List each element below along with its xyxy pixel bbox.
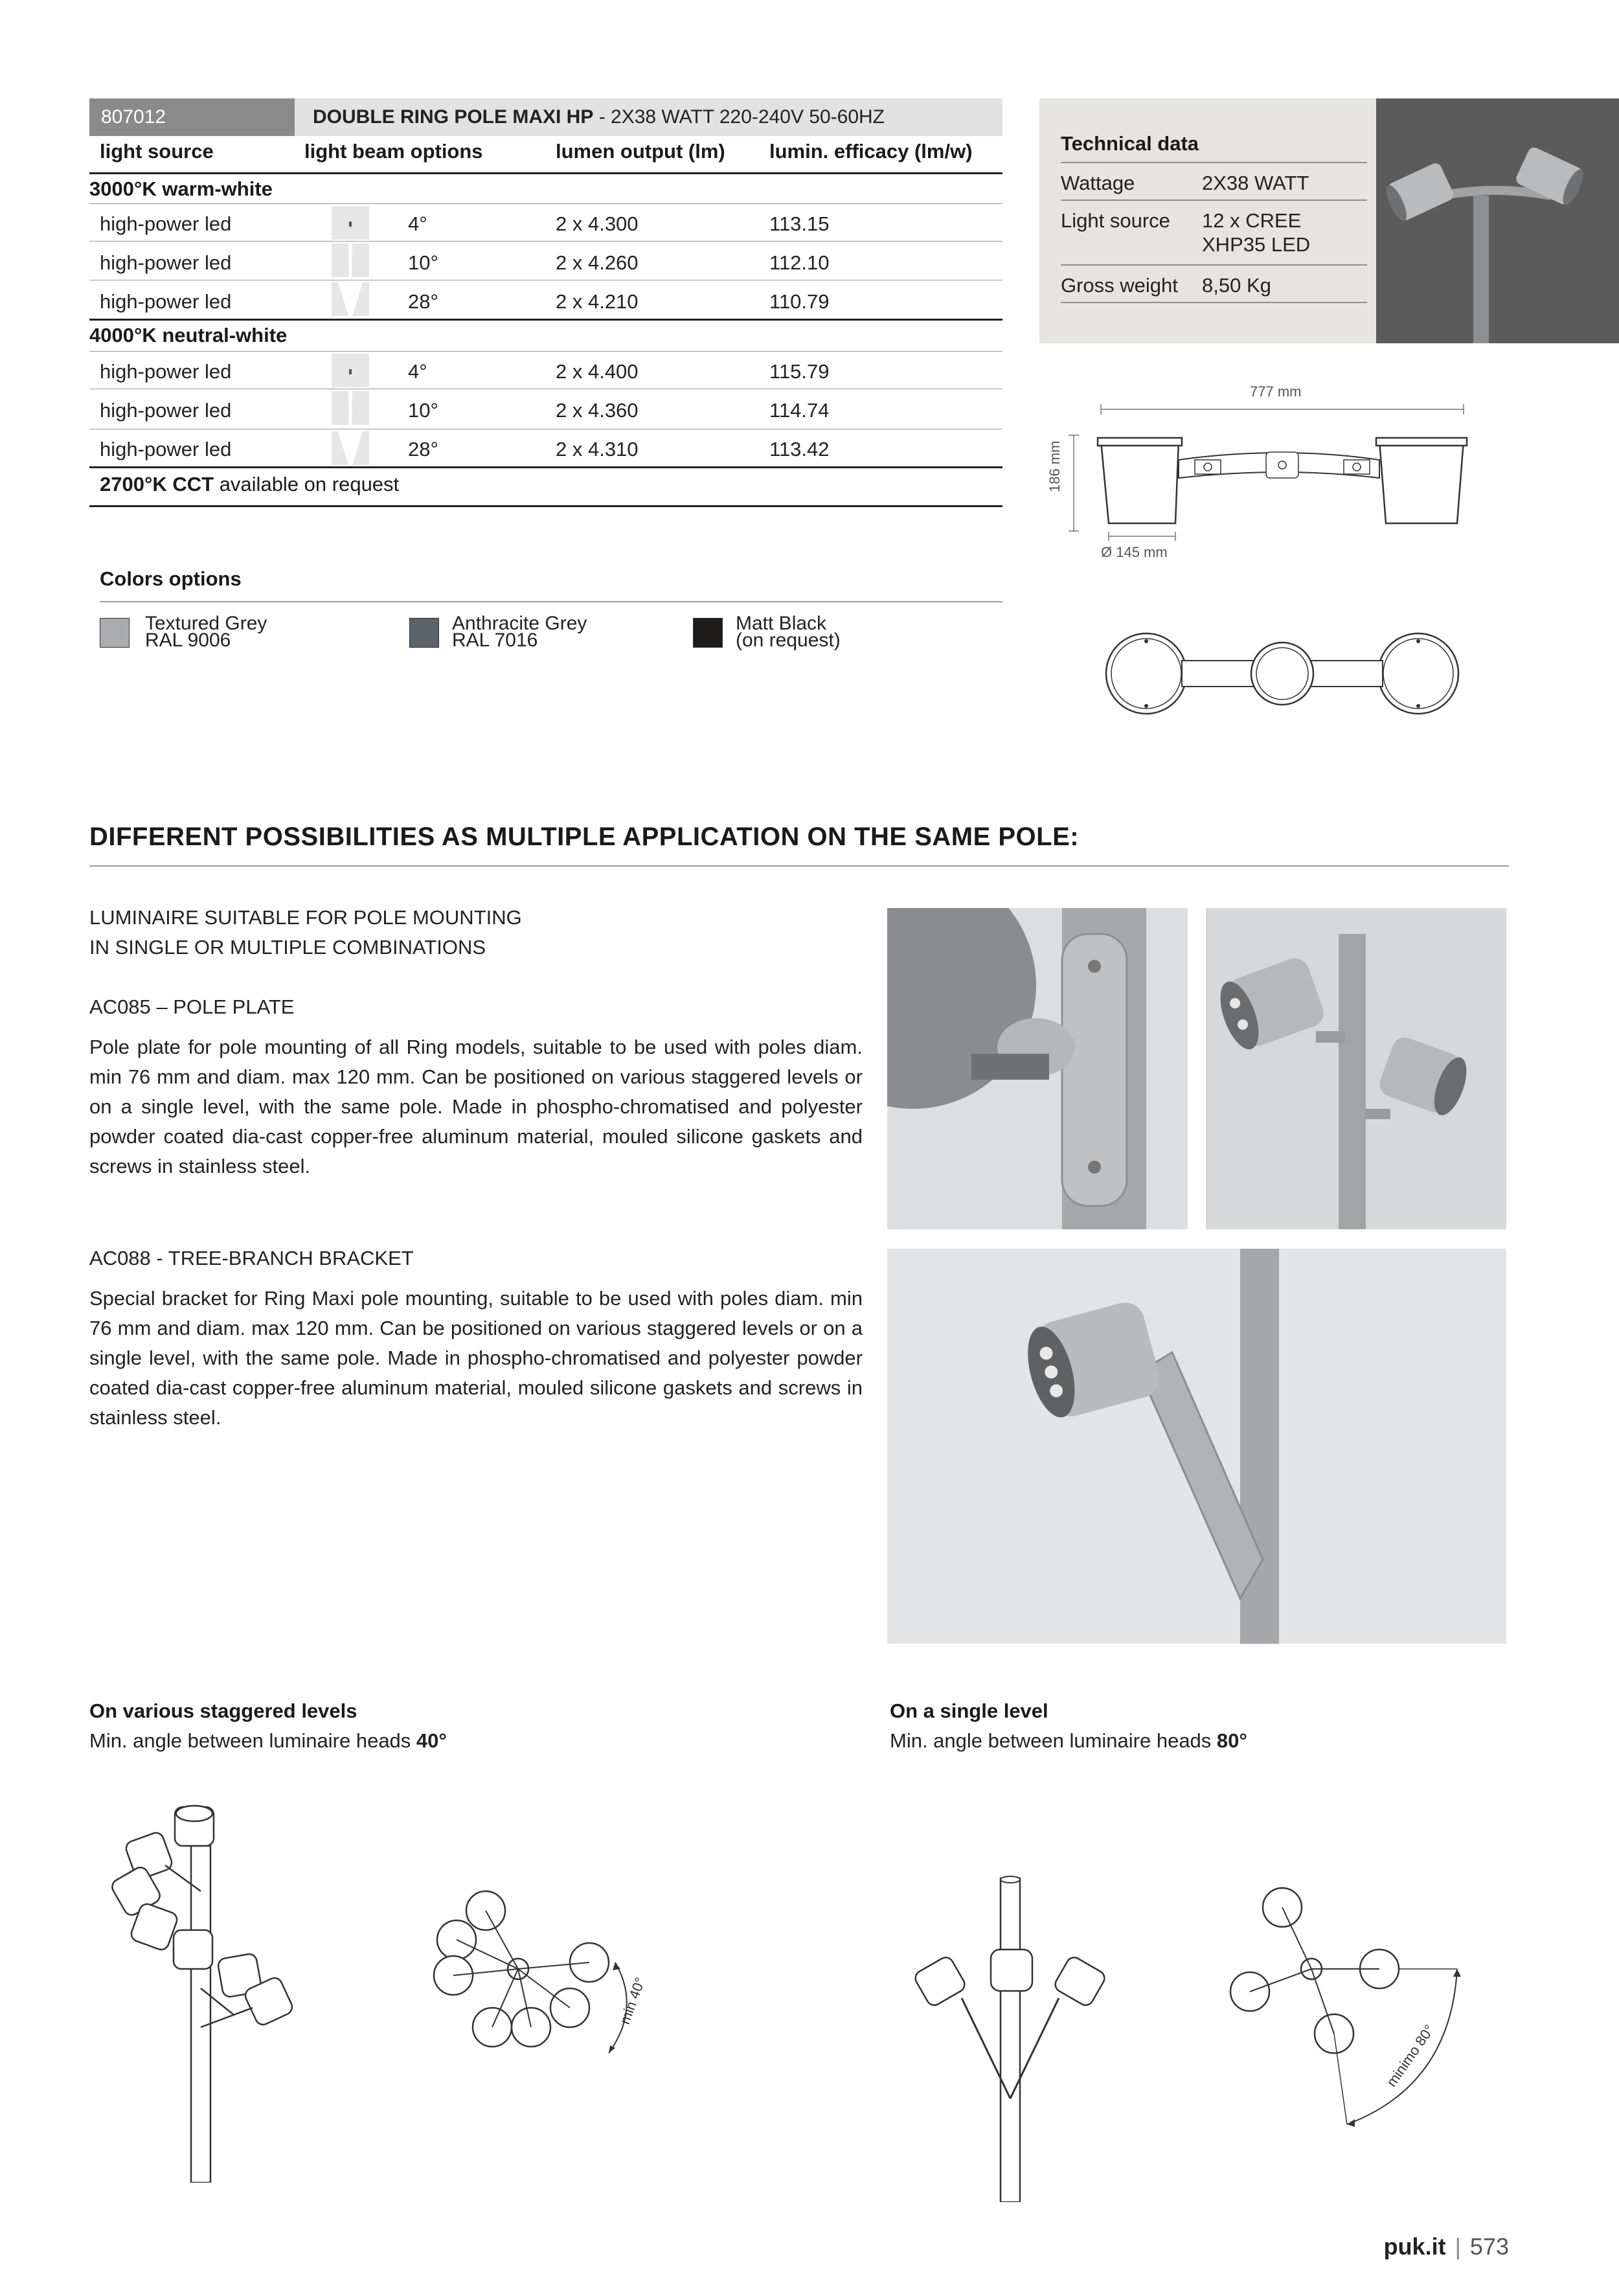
- single-level-title: On a single level: [890, 1699, 1048, 1722]
- tech-value: 8,50 Kg: [1202, 274, 1271, 297]
- page-footer: puk.it | 573: [1383, 2233, 1509, 2260]
- row-beam: 4°: [408, 212, 427, 235]
- tech-label: Gross weight: [1061, 274, 1178, 297]
- diameter-dimension-label: Ø 145 mm: [1101, 544, 1168, 560]
- swatch-label: Anthracite Grey RAL 7016: [452, 613, 587, 651]
- group-title-warm: 3000°K warm-white: [89, 177, 273, 200]
- min40-label: min 40°: [617, 1975, 649, 2027]
- row-efficacy: 110.79: [769, 290, 830, 313]
- row-source: high-power led: [100, 290, 232, 313]
- beam-4-icon: [332, 206, 369, 240]
- row-lumen: 2 x 4.210: [556, 290, 639, 313]
- height-dimension-label: 186 mm: [1047, 440, 1063, 492]
- beam-4-icon: [332, 354, 369, 387]
- row-source: high-power led: [100, 212, 232, 235]
- row-efficacy: 115.79: [769, 360, 830, 383]
- row-efficacy: 114.74: [769, 399, 830, 422]
- table-rule: [89, 203, 1002, 204]
- tree-branch-bracket-photo: [887, 1249, 1506, 1644]
- ac085-description: Pole plate for pole mounting of all Ring models, suitable to be used with poles diam. min 76 mm and diam. max 120 mm. Can be positioned on various staggered levels or on a single level, with the same pole. Made in phospho-chromatised and polyester powder coated dia-cast copper-free aluminum material, mouled silicone gaskets and screws in stainless steel.: [89, 1036, 863, 1177]
- colors-title: Colors options: [100, 567, 242, 590]
- pole-plate-photo: [887, 908, 1188, 1229]
- row-source: high-power led: [100, 438, 232, 460]
- ac085-title: AC085 – POLE PLATE: [89, 995, 295, 1018]
- product-name: DOUBLE RING POLE MAXI HP: [313, 106, 594, 128]
- row-beam: 28°: [408, 438, 438, 460]
- tech-title: Technical data: [1061, 132, 1199, 155]
- staggered-subtitle: Min. angle between luminaire heads 40°: [89, 1729, 447, 1752]
- row-beam: 10°: [408, 399, 438, 422]
- site-link[interactable]: puk.it: [1383, 2233, 1446, 2260]
- section-title: DIFFERENT POSSIBILITIES AS MULTIPLE APPLICATION ON THE SAME POLE:: [89, 823, 1080, 851]
- beam-28-icon: [332, 431, 369, 465]
- pole-plate-application-photo: [1206, 908, 1506, 1229]
- row-efficacy: 113.42: [769, 438, 830, 460]
- beam-10-icon: [332, 244, 369, 277]
- swatch-label: Textured Grey RAL 9006: [145, 613, 267, 651]
- col-header-efficacy: lumin. efficacy (lm/w): [769, 140, 973, 163]
- row-lumen: 2 x 4.360: [556, 399, 639, 422]
- tech-rule: [1061, 302, 1367, 303]
- group-title-neutral: 4000°K neutral-white: [89, 324, 288, 347]
- table-rule: [89, 466, 1002, 468]
- width-dimension-label: 777 mm: [1250, 383, 1302, 400]
- col-header-lumen: lumen output (lm): [556, 140, 725, 163]
- tech-rule: [1061, 199, 1367, 201]
- ac088-title: AC088 - TREE-BRANCH BRACKET: [89, 1247, 414, 1269]
- swatch-matt-black: [693, 618, 723, 648]
- table-rule: [89, 505, 1002, 507]
- swatch-textured-grey: [100, 618, 130, 648]
- ac088-description: Special bracket for Ring Maxi pole mounting, suitable to be used with poles diam. min 76 mm and diam. max 120 mm. Can be positioned on various staggered levels or on a single level, with the same pole. Made in phospho-chromatised and polyester powder coated dia-cast copper-free aluminum material, mouled silicone gaskets and screws in stainless steel.: [89, 1287, 863, 1429]
- row-beam: 28°: [408, 290, 438, 313]
- row-efficacy: 112.10: [769, 251, 830, 274]
- tech-rule: [1061, 264, 1367, 266]
- beam-28-icon: [332, 282, 369, 316]
- col-header-beam: light beam options: [304, 140, 483, 163]
- row-source: high-power led: [100, 360, 232, 383]
- tech-value: 12 x CREE XHP35 LED: [1202, 209, 1311, 256]
- table-rule: [89, 351, 1002, 352]
- beam-10-icon: [332, 391, 369, 425]
- intro-line-2: IN SINGLE OR MULTIPLE COMBINATIONS: [89, 936, 486, 959]
- intro-line-1: LUMINAIRE SUITABLE FOR POLE MOUNTING: [89, 906, 522, 929]
- row-beam: 4°: [408, 360, 427, 383]
- single-front-drawing: [900, 1865, 1120, 2202]
- tech-value: 2X38 WATT: [1202, 172, 1309, 194]
- table-rule: [89, 172, 1002, 174]
- staggered-title: On various staggered levels: [89, 1699, 357, 1722]
- row-lumen: 2 x 4.300: [556, 212, 639, 235]
- row-lumen: 2 x 4.400: [556, 360, 639, 383]
- product-code: 807012: [89, 98, 295, 136]
- single-top-drawing: [1217, 1872, 1502, 2144]
- row-source: high-power led: [100, 251, 232, 274]
- table-rule: [89, 319, 1002, 321]
- swatch-anthracite-grey: [409, 618, 439, 648]
- row-lumen: 2 x 4.310: [556, 438, 639, 460]
- product-spec: - 2X38 WATT 220-240V 50-60HZ: [593, 106, 885, 128]
- row-efficacy: 113.15: [769, 212, 830, 235]
- section-rule: [89, 865, 1509, 867]
- staggered-front-drawing: [104, 1794, 311, 2183]
- page-number: 573: [1469, 2233, 1509, 2260]
- product-title: [295, 98, 1002, 136]
- table-rule: [89, 241, 1002, 242]
- row-lumen: 2 x 4.260: [556, 251, 639, 274]
- product-photo: [1376, 98, 1619, 343]
- cct-note: 2700°K CCT available on request: [100, 473, 400, 495]
- row-beam: 10°: [408, 251, 438, 274]
- colors-rule: [100, 601, 1002, 602]
- row-source: high-power led: [100, 399, 232, 422]
- min80-label: minimo 80°: [1383, 2021, 1438, 2090]
- tech-label: Light source: [1061, 209, 1170, 232]
- tech-label: Wattage: [1061, 172, 1135, 194]
- col-header-source: light source: [100, 140, 214, 163]
- tech-rule: [1061, 162, 1367, 163]
- single-level-subtitle: Min. angle between luminaire heads 80°: [890, 1729, 1247, 1752]
- swatch-label: Matt Black (on request): [736, 613, 841, 651]
